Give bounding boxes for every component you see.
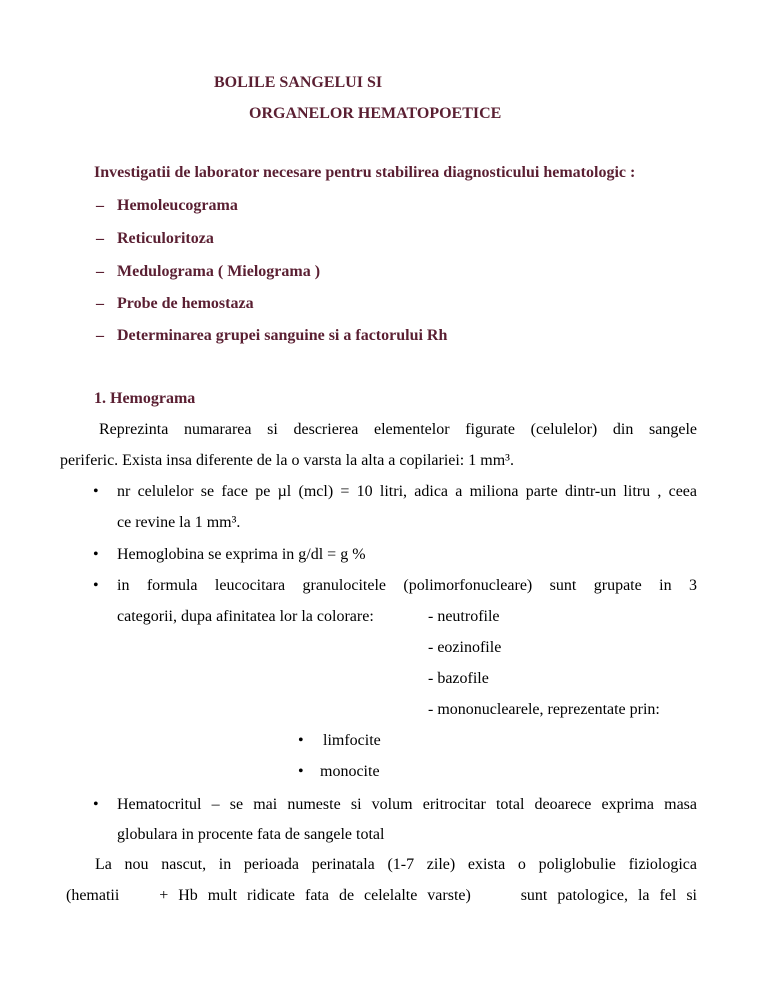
dash-marker: – [96, 230, 104, 247]
category-item: - neutrofile [428, 608, 500, 625]
bullet-marker: • [298, 763, 304, 780]
title-line-2: ORGANELOR HEMATOPOETICE [249, 105, 502, 122]
bullet-marker: • [93, 483, 99, 500]
bullet-text: globulara in procente fata de sangele total [117, 826, 385, 843]
list-item: Probe de hemostaza [117, 295, 254, 312]
list-item: Hemoleucograma [117, 197, 238, 214]
dash-marker: – [96, 295, 104, 312]
bullet-text: ce revine la 1 mm³. [117, 514, 241, 531]
bullet-marker: • [298, 732, 304, 749]
category-item: - bazofile [428, 670, 489, 687]
mono-type-item: limfocite [323, 732, 381, 749]
list-item: Determinarea grupei sanguine si a factorului Rh [117, 327, 448, 344]
dash-marker: – [96, 197, 104, 214]
paragraph-line: (hematii + Hb mult ridicate fata de celelalte varste) sunt patologice, la fel si [66, 887, 697, 904]
bullet-marker: • [93, 546, 99, 563]
dash-marker: – [96, 263, 104, 280]
section-heading: 1. Hemograma [94, 390, 196, 407]
bullet-text: Hemoglobina se exprima in g/dl = g % [117, 546, 366, 563]
bullet-marker: • [93, 796, 99, 813]
paragraph-line: La nou nascut, in perioada perinatala (1-7 zile) exista o poliglobulie fiziologica [95, 856, 697, 873]
bullet-text: categorii, dupa afinitatea lor la colorare: [117, 608, 374, 625]
intro-text: Investigatii de laborator necesare pentru stabilirea diagnosticului hematologic : [94, 164, 636, 181]
list-item: Medulograma ( Mielograma ) [117, 263, 321, 280]
bullet-text: Hematocritul – se mai numeste si volum eritrocitar total deoarece exprima masa [117, 796, 697, 813]
bullet-marker: • [93, 577, 99, 594]
list-item: Reticuloritoza [117, 230, 214, 247]
title-line-1: BOLILE SANGELUI SI [214, 74, 383, 91]
paragraph-line: Reprezinta numararea si descrierea elementelor figurate (celulelor) din sangele [99, 421, 697, 438]
mono-type-item: monocite [320, 763, 380, 780]
category-item: - eozinofile [428, 639, 502, 656]
dash-marker: – [96, 327, 104, 344]
category-item: - mononuclearele, reprezentate prin: [428, 701, 660, 718]
paragraph-line: periferic. Exista insa diferente de la o varsta la alta a copilariei: 1 mm³. [60, 452, 514, 469]
bullet-text: nr celulelor se face pe µl (mcl) = 10 litri, adica a miliona parte dintr-un litru , ceea [117, 483, 697, 500]
bullet-text: in formula leucocitara granulocitele (polimorfonucleare) sunt grupate in 3 [117, 577, 697, 594]
